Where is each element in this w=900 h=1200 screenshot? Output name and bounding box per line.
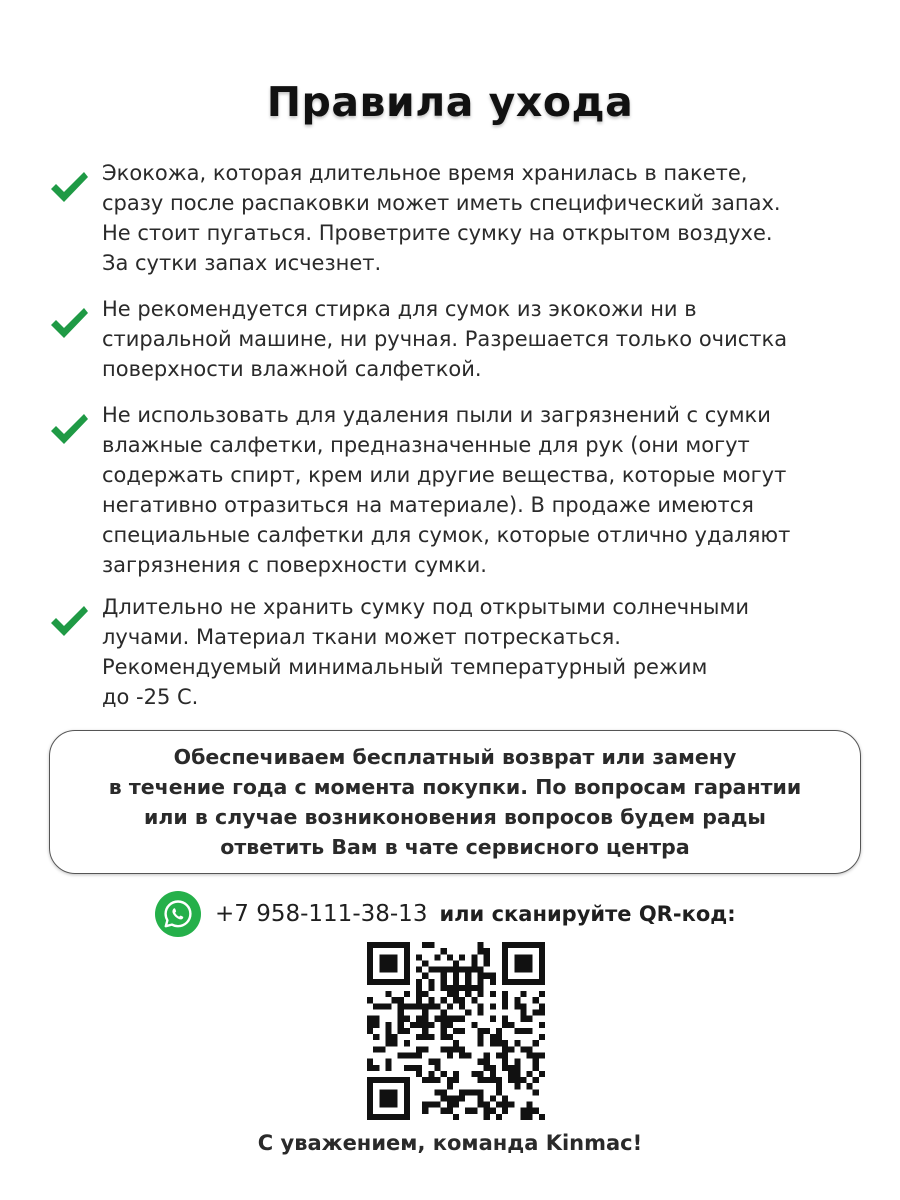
care-rule [48,400,868,580]
guarantee-box [49,730,861,874]
care-rule-text: Длительно не хранить сумку под открытыми солнечными лучами. Материал ткани может потрескаться. Рекомендуемый минимальный температурный режим до -25 С. [102,595,750,709]
guarantee-text: Обеспечиваем бесплатный возврат или замену в течение года с момента покупки. По вопросам гарантии или в случае возниконовения вопросов будем рады ответить Вам в чате сервисного центра [108,745,802,859]
phone-number[interactable]: +7 958-111-38-13 [215,901,428,927]
checkmark-icon [48,410,90,450]
care-rule [48,158,868,280]
care-rule-text: Экокожа, которая длительное время хранилась в пакете, сразу после распаковки может иметь специфический запах. Не стоит пугаться. Проветрите сумку на открытом воздухе. За сутки запах исчезнет. [102,161,781,275]
care-rule-text: Не рекомендуется стирка для сумок из экокожи ни в стиральной машине, ни ручная. Разрешается только очистка поверхности влажной салфеткой. [102,297,788,381]
care-rule-text: Не использовать для удаления пыли и загрязнений с сумки влажные салфетки, предназначенные для рук (они могут содержать спирт, крем или другие вещества, которые могут негативно отразиться на материале). В продаже имеются специальные салфетки для сумок, которые отлично удаляют загрязнения с поверхности сумки. [102,403,791,577]
contact-row [155,890,736,938]
signature: С уважением, команда Kinmac! [257,1131,643,1155]
care-rule [48,294,868,386]
scan-qr-label: или сканируйте QR-код: [439,902,736,926]
page-title: Правила ухода [266,78,634,126]
checkmark-icon [48,602,90,642]
qr-code[interactable] [367,942,545,1120]
checkmark-icon [48,304,90,344]
care-rule [48,592,868,714]
whatsapp-icon[interactable] [155,891,201,937]
checkmark-icon [48,168,90,208]
